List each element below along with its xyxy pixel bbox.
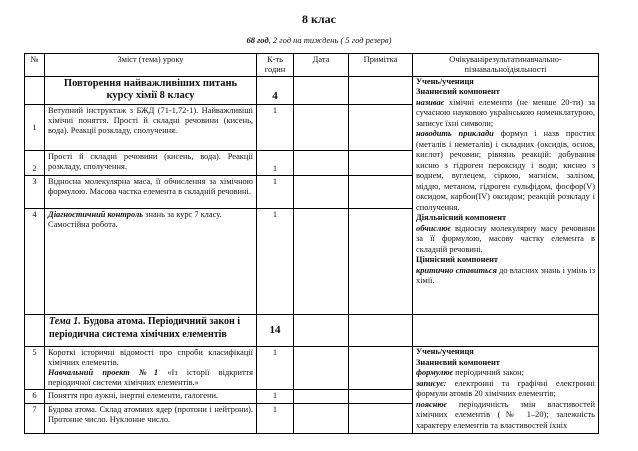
col-header-topic: Зміст (тема) уроку [45,54,257,77]
section-row [25,315,599,347]
project-text: «Із історії відкриття періодичної системи хімічних елементів.» [48,367,253,387]
lesson-num: 4 [25,209,45,315]
results-knowledge: Знаннєвий компонент [416,357,500,367]
lesson-num: 3 [25,176,45,209]
results-knowledge: Знаннєвий компонент [416,87,500,97]
expected-results [413,76,599,314]
lesson-hours: 1 [257,176,294,209]
lesson-topic-em: Діагностичний контроль [48,210,144,219]
table-header-row [25,54,599,77]
section-hours: 14 [257,315,294,347]
lesson-topic: Поняття про лужні, інертні елементи, галогени. [45,389,257,403]
lesson-topic: Будова атома. Склад атомних ядер (протони і нейтрони). Протонне число. Нуклонне число. [45,403,257,433]
lesson-hours: 1 [257,389,294,403]
hours-detail: , 2 год на тиждень ( 5 год резерв) [268,35,392,45]
results-values: Ціннісний компонент [416,255,499,265]
section-title-line2: курсу хімії 8 класу [106,90,195,102]
lesson-hours: 1 [257,105,294,151]
col-header-hours: К-ть годин [257,54,294,77]
col-header-date: Дата [294,54,349,77]
lesson-hours: 1 [257,347,294,390]
note-cell [349,76,413,104]
lesson-topic: Ветупний інструктаж з БЖД (71-1,72-1). Найважливіші хімічні поняття. Прості й складні речовини (кисень, вода). Реакції розкладу, сполучення. [45,105,257,151]
col-header-note: Примітка [349,54,413,77]
lesson-topic: Відносна молекулярна маса, її обчислення за хімічною формулою. Масова частка елемента в складній речовині. [45,176,257,209]
lesson-num: 7 [25,403,45,433]
lesson-hours: 1 [257,209,294,315]
results-student: Учень/учениця [416,347,474,356]
col-header-results: Очікуванірезультатинавчально-пізнавальноїдіяльності [413,54,599,77]
results-paragraph: пояснює періодичність змін властивостей хімічних елементів (№ 1–20); залежність характеру елементів та властивостей їхніх [416,399,595,430]
section-title-line2: періодична система хімічних елементів [49,328,227,340]
hours-subtitle [0,35,638,45]
class-title: 8 клас [302,12,336,26]
section-title [45,315,257,347]
results-paragraph: називає хімічні елементи (не менше 20-ти) за сучасною науковою українською номенклатурою, записує їхні символи; [416,97,595,128]
lesson-topic-text: Короткі історичні відомості про спроби класифікації хімічних елементів. [48,348,253,367]
lesson-hours: 1 [257,151,294,176]
lesson-hours: 1 [257,403,294,433]
lesson-num: 1 [25,105,45,151]
results-paragraph: записує: електронні та графічні електронні формули атомів 20 хімічних елементів; [416,378,595,398]
date-cell [294,76,349,104]
results-paragraph: обчислює відносну молекулярну масу речовини за її формулою, масову частку елемента в складній речовині. [416,223,595,254]
lesson-num: 6 [25,389,45,403]
results-activity: Діяльнісний компонент [416,213,507,223]
lesson-topic-text: знань за курс 7 класу. Самостійна робота. [48,210,222,229]
lesson-num: 2 [25,151,45,176]
project-em: Навчальний проект №1 [48,367,159,377]
results-paragraph: критично ставиться до власних знань і умінь із хімії. [416,265,595,286]
lesson-topic [45,347,257,390]
table-row [25,347,599,390]
section-title-em: Тема 1. [49,316,81,327]
section-title-line1: Будова атома. Періодичний закон і [80,316,241,327]
lesson-topic: Прості й складні речовини (кисень, вода). Реакції розкладу, сполучення. [45,151,257,176]
lesson-topic [45,209,257,315]
results-paragraph: наводить приклади формул і назв простих (металів і неметалів) і складних (оксидів, основ, кислот) речовин; рівнянь реакцій: добування кисню з гідроген пероксиду і води; кисню з воднем, вуглецем, сіркою, магнієм, залізом, міддю, метаном, гідроген сульфідом, фосфор(V) оксидом, карбон(IV) оксидом; реакцій розкладу і сполучення. [416,129,596,212]
section-row [25,76,599,104]
hours-total: 68 год [246,35,269,45]
section-title-line1: Повторення найважливіших питань [63,77,238,89]
section-title [45,76,257,104]
section-hours: 4 [257,76,294,104]
curriculum-table [24,53,599,434]
results-student: Учень/учениця [416,76,474,86]
expected-results [413,347,599,434]
col-header-num: № [25,54,45,77]
results-paragraph: формулює періодичний закон; [416,368,524,377]
lesson-num: 5 [25,347,45,390]
